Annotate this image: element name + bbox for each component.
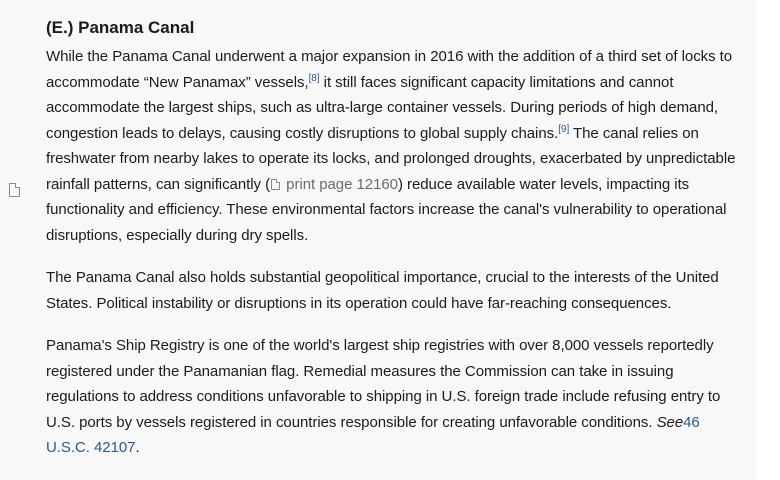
document-content (46, 16, 746, 478)
print-page-link[interactable] (270, 176, 398, 193)
paragraph-text: . (135, 439, 140, 456)
document-icon (271, 179, 280, 190)
paragraph-text: Panama's Ship Registry is one of the world's largest ship registries with over 8,000 vessels reportedly registered under the Panamanian flag. Remedial measures the Commission can take in issuing regulations to address conditions unfavorable to shipping in U.S. foreign trade include refusing entry to U.S. ports by vessels registered in countries responsible for creating unfavorable conditions. (46, 337, 721, 431)
see-signal: See (656, 413, 684, 431)
section-heading: (E.) Panama Canal (46, 18, 195, 37)
paragraph-text: While the Panama Canal underwent a major expansion in 2016 with the addition of a third set of locks to accommodate “New Panamax” vessels, (46, 48, 733, 91)
usc-citation-link[interactable]: 46 U.S.C. 42107 (46, 413, 700, 456)
paragraph-capacity (46, 44, 746, 248)
paragraph-text: ) reduce available water levels, impacting its functionality and efficiency. These environmental factors increase the canal's vulnerability to operational disruptions, especially during dry spells. (46, 175, 727, 244)
footnote-link-9[interactable]: [9] (558, 123, 570, 135)
footnote-link-8[interactable]: [8] (308, 72, 320, 84)
paragraph-geopolitical: The Panama Canal also holds substantial geopolitical importance, crucial to the interests of the United States. Political instability or disruptions in its operation could have far-reaching consequences. (46, 269, 719, 312)
paragraph-text: it still faces significant capacity limitations and cannot accommodate the largest ships, such as ultra-large container vessels. During periods of high demand, congestion leads to delays, causing costly disruptions to global supply chains. (46, 73, 719, 142)
print-page-label: print page 12160 (286, 175, 398, 193)
paragraph-text: The canal relies on freshwater from nearby lakes to operate its locks, and prolonged droughts, exacerbated by unpredictable rainfall patterns, can significantly ( (46, 124, 736, 193)
paragraph-ship-registry (46, 333, 746, 461)
print-page-marker-icon[interactable] (9, 183, 20, 197)
